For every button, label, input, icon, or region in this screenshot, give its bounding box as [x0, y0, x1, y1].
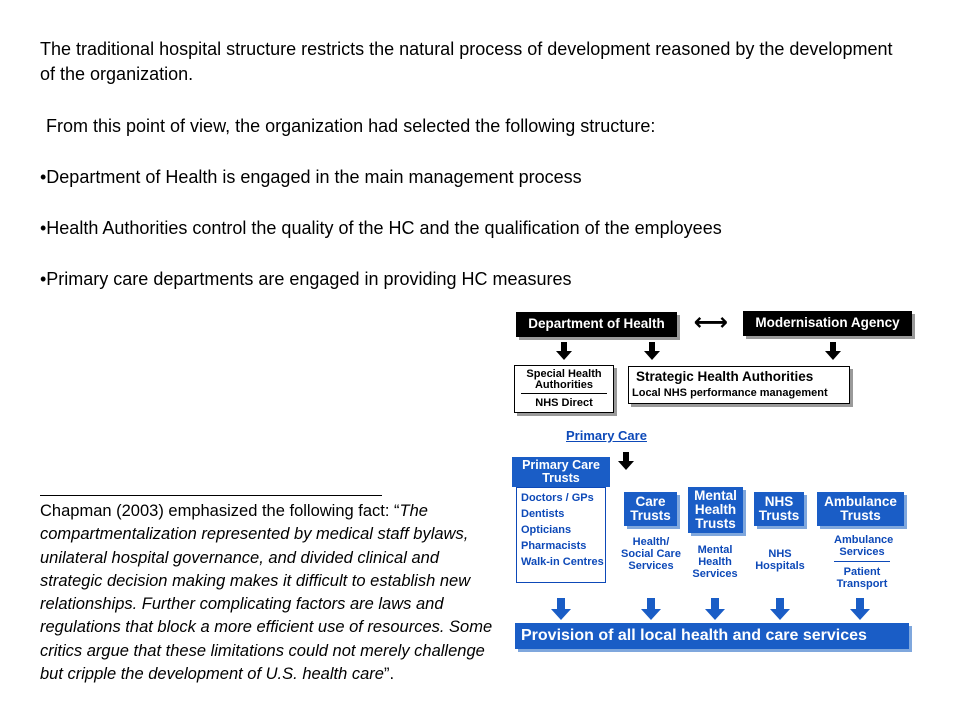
quote-italic-text: The compartmentalization represented by medical staff bylaws, unilateral hospital governance, and divided clinical and strategic decision making makes it difficult to establish new relationships. Further complicating factors are laws and regulations that block a more efficient use of resources. Some critics argue that these limitations could not merely challenge but cripple the development of U.S. health care	[40, 502, 493, 684]
provision-banner: Provision of all local health and care services	[515, 623, 909, 649]
pct-item: Doctors / GPs	[521, 492, 594, 504]
ambulance-services-label: Ambulance Services	[834, 534, 890, 562]
primary-care-trusts-list	[516, 487, 606, 583]
nhs-trusts-box: NHS Trusts	[754, 492, 804, 526]
bullet-primary-care: •Primary care departments are engaged in providing HC measures	[40, 269, 572, 289]
down-arrow-icon	[641, 598, 661, 620]
viewpoint-paragraph: From this point of view, the organization had selected the following structure:	[46, 116, 656, 136]
ambulance-trusts-box: Ambulance Trusts	[817, 492, 904, 526]
ambulance-trusts-description	[818, 534, 906, 590]
down-arrow-icon	[618, 452, 634, 470]
chapman-quote	[40, 500, 495, 686]
modernisation-agency-box: Modernisation Agency	[743, 311, 912, 336]
mental-health-trusts-box: Mental Health Trusts	[688, 487, 743, 533]
strategic-health-authorities-title: Strategic Health Authorities	[636, 369, 814, 384]
nhs-trusts-description: NHS Hospitals	[755, 548, 805, 572]
primary-care-trusts-title: Primary Care Trusts	[512, 457, 610, 487]
mental-health-trusts-description: Mental Health Services	[692, 544, 738, 580]
special-health-authorities-title: Special Health Authorities	[521, 366, 607, 394]
down-arrow-icon	[825, 342, 841, 360]
down-arrow-icon	[705, 598, 725, 620]
pct-item: Walk-in Centres	[521, 556, 604, 568]
quote-end: ”.	[383, 665, 395, 684]
down-arrow-icon	[644, 342, 660, 360]
nhs-direct-label: NHS Direct	[535, 397, 593, 409]
bullet-department-of-health: •Department of Health is engaged in the main management process	[40, 167, 582, 187]
down-arrow-icon	[551, 598, 571, 620]
department-of-health-box: Department of Health	[516, 312, 677, 337]
care-trusts-box: Care Trusts	[624, 492, 677, 526]
special-health-authorities-box	[514, 365, 614, 413]
primary-care-label: Primary Care	[566, 428, 647, 443]
quote-lead: Chapman (2003) emphasized the following fact: “	[40, 502, 400, 520]
strategic-health-authorities-box	[628, 366, 850, 404]
pct-item: Pharmacists	[521, 540, 587, 552]
patient-transport-label: Patient Transport	[836, 566, 888, 590]
pct-item: Opticians	[521, 524, 572, 536]
pct-item: Dentists	[521, 508, 565, 520]
footnote-rule	[40, 495, 382, 496]
double-arrow-icon: ⟷	[693, 309, 729, 336]
bullet-health-authorities: •Health Authorities control the quality of the HC and the qualification of the employees	[40, 218, 722, 238]
down-arrow-icon	[770, 598, 790, 620]
care-trusts-description: Health/ Social Care Services	[621, 536, 681, 572]
down-arrow-icon	[556, 342, 572, 360]
intro-paragraph: The traditional hospital structure restricts the natural process of development reasoned by the development of the organization.	[40, 39, 893, 84]
down-arrow-icon	[850, 598, 870, 620]
local-nhs-performance-label: Local NHS performance management	[632, 387, 828, 399]
